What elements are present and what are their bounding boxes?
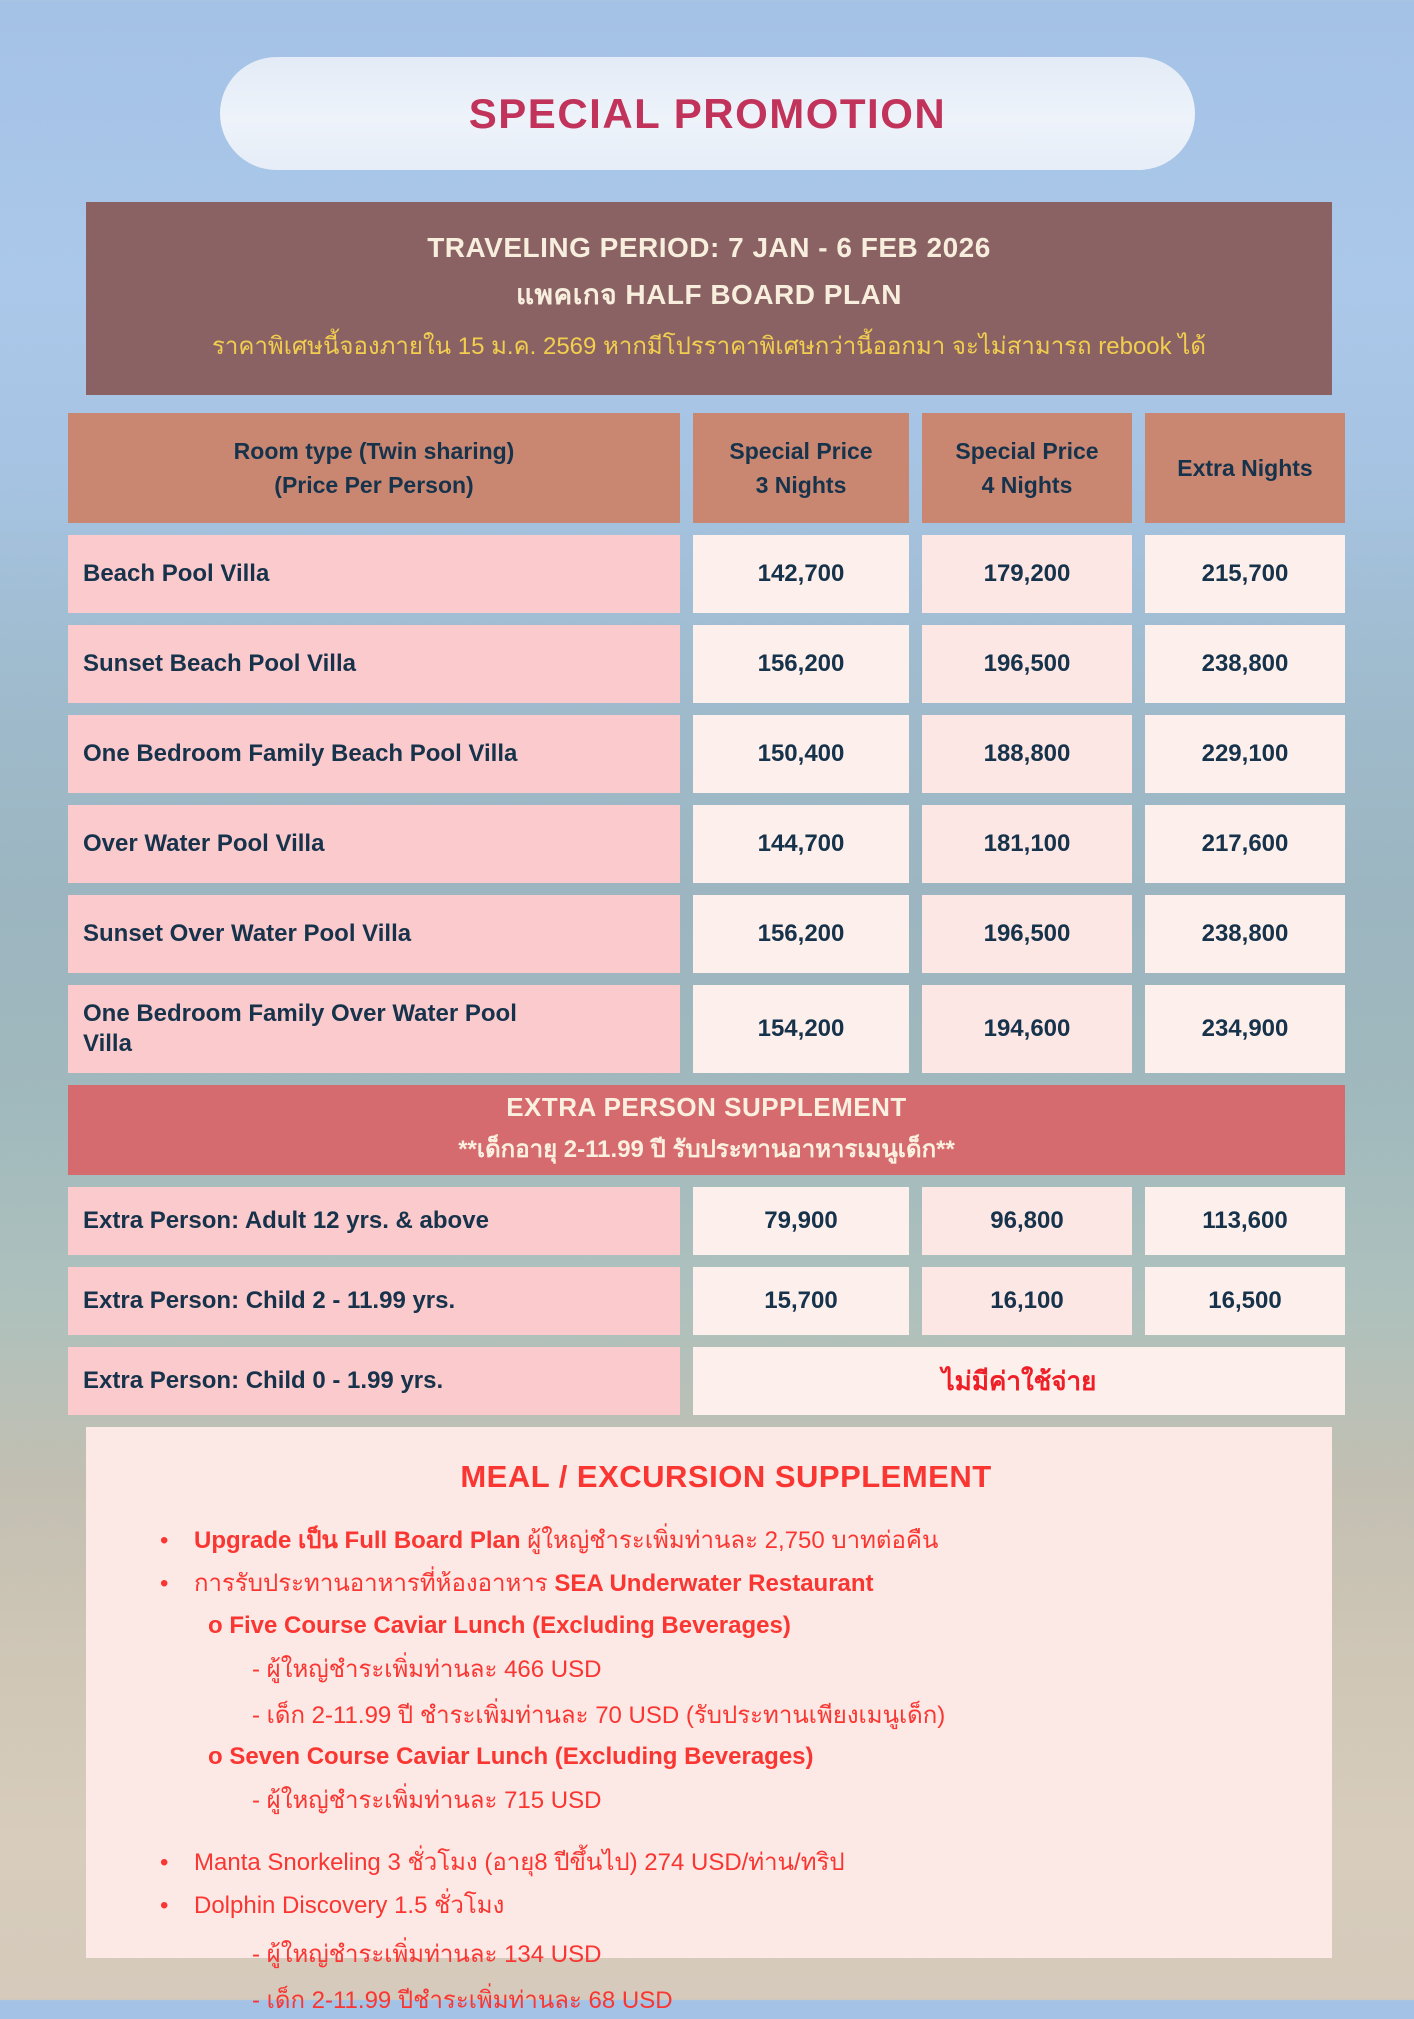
price-extra-nights: 217,600 [1145, 805, 1345, 883]
price-extra-nights: 113,600 [1145, 1187, 1345, 1255]
list-item-dolphin-discovery [160, 1890, 1292, 1922]
list-item-text: Dolphin Discovery 1.5 ชั่วโมง [194, 1892, 505, 1920]
price-3-nights: 156,200 [693, 895, 909, 973]
seven-course-lunch-label: o Seven Course Caviar Lunch (Excluding Beverages) [208, 1742, 814, 1770]
price-3-nights: 150,400 [693, 715, 909, 793]
price-4-nights: 196,500 [922, 625, 1132, 703]
traveling-period-text: TRAVELING PERIOD: 7 JAN - 6 FEB 2026 [427, 232, 991, 263]
table-row-label: Extra Person: Child 2 - 11.99 yrs. [68, 1267, 680, 1335]
bullet-dot-icon: • [160, 1892, 169, 1920]
column-header-room-type-label: Room type (Twin sharing) (Price Per Person) [233, 437, 515, 498]
table-row-label: Extra Person: Adult 12 yrs. & above [68, 1187, 680, 1255]
promo-title-banner [220, 57, 1195, 170]
price-4-nights: 196,500 [922, 895, 1132, 973]
column-header-extra-nights [1145, 413, 1345, 523]
list-item-sea-restaurant [160, 1568, 1292, 1600]
package-plan-text: แพคเกจ HALF BOARD PLAN [515, 279, 903, 310]
table-row-label: Sunset Over Water Pool Villa [68, 895, 680, 973]
list-item-text: Upgrade เป็น Full Board Plan ผู้ใหญ่ชำระเพิ่มท่านละ 2,750 บาทต่อคืน [194, 1527, 939, 1554]
page-title: SPECIAL PROMOTION [468, 89, 947, 137]
list-item-text: Manta Snorkeling 3 ชั่วโมง (อายุ8 ปีขึ้นไป) 274 USD/ท่าน/ทริป [194, 1848, 845, 1876]
table-row-label: Extra Person: Child 0 - 1.99 yrs. [68, 1347, 680, 1415]
price-4-nights: 16,100 [922, 1267, 1132, 1335]
price-3-nights: 79,900 [693, 1187, 909, 1255]
price-table [68, 413, 1348, 1415]
price-extra-nights: 234,900 [1145, 985, 1345, 1073]
table-row-label: One Bedroom Family Over Water Pool Villa [68, 985, 680, 1073]
column-header-3-nights [693, 413, 909, 523]
extra-person-supplement-band [68, 1085, 1345, 1175]
price-3-nights: 142,700 [693, 535, 909, 613]
price-extra-nights: 238,800 [1145, 895, 1345, 973]
five-course-adult-price: - ผู้ใหญ่ชำระเพิ่มท่านละ 466 USD [252, 1655, 602, 1683]
price-4-nights: 181,100 [922, 805, 1132, 883]
meal-excursion-supplement-box [86, 1427, 1332, 2014]
traveling-period-box [86, 202, 1332, 395]
price-3-nights: 15,700 [693, 1267, 909, 1335]
column-header-4-nights [922, 413, 1132, 523]
list-item-manta-snorkeling [160, 1847, 1292, 1879]
table-row-label: Sunset Beach Pool Villa [68, 625, 680, 703]
column-header-3-nights-label: Special Price 3 Nights [729, 437, 873, 498]
bullet-dot-icon: • [160, 1848, 169, 1876]
price-3-nights: 154,200 [693, 985, 909, 1073]
extra-person-supplement-title: EXTRA PERSON SUPPLEMENT [506, 1092, 907, 1122]
no-charge-text: ไม่มีค่าใช้จ่าย [941, 1365, 1097, 1396]
dolphin-child-price: - เด็ก 2-11.99 ปีชำระเพิ่มท่านละ 68 USD [252, 1986, 673, 2014]
meal-excursion-title: MEAL / EXCURSION SUPPLEMENT [460, 1459, 992, 1494]
price-extra-nights: 238,800 [1145, 625, 1345, 703]
price-extra-nights: 229,100 [1145, 715, 1345, 793]
column-header-room-type [68, 413, 680, 523]
price-4-nights: 96,800 [922, 1187, 1132, 1255]
no-charge-cell [693, 1347, 1345, 1415]
five-course-child-price: - เด็ก 2-11.99 ปี ชำระเพิ่มท่านละ 70 USD (รับประทานเพียงเมนูเด็ก) [252, 1701, 946, 1729]
booking-condition-text: ราคาพิเศษนี้จองภายใน 15 ม.ค. 2569 หากมีโปรราคาพิเศษกว่านี้ออกมา จะไม่สามารถ rebook ได้ [212, 333, 1206, 360]
price-extra-nights: 16,500 [1145, 1267, 1345, 1335]
price-extra-nights: 215,700 [1145, 535, 1345, 613]
bullet-dot-icon: • [160, 1570, 169, 1598]
dolphin-adult-price: - ผู้ใหญ่ชำระเพิ่มท่านละ 134 USD [252, 1940, 602, 1968]
price-3-nights: 144,700 [693, 805, 909, 883]
seven-course-adult-price: - ผู้ใหญ่ชำระเพิ่มท่านละ 715 USD [252, 1786, 602, 1814]
price-4-nights: 188,800 [922, 715, 1132, 793]
list-item-full-board-upgrade [160, 1525, 1292, 1557]
extra-person-supplement-subtitle: **เด็กอายุ 2-11.99 ปี รับประทานอาหารเมนูเด็ก** [458, 1136, 955, 1163]
five-course-lunch-label: o Five Course Caviar Lunch (Excluding Beverages) [208, 1611, 791, 1639]
price-4-nights: 194,600 [922, 985, 1132, 1073]
column-header-4-nights-label: Special Price 4 Nights [955, 437, 1099, 498]
table-row-label: Over Water Pool Villa [68, 805, 680, 883]
column-header-extra-nights-label: Extra Nights [1177, 454, 1313, 481]
list-item-text: การรับประทานอาหารที่ห้องอาหาร SEA Underwater Restaurant [194, 1570, 874, 1598]
bullet-dot-icon: • [160, 1527, 169, 1554]
table-row-label: Beach Pool Villa [68, 535, 680, 613]
price-3-nights: 156,200 [693, 625, 909, 703]
table-row-label: One Bedroom Family Beach Pool Villa [68, 715, 680, 793]
price-4-nights: 179,200 [922, 535, 1132, 613]
